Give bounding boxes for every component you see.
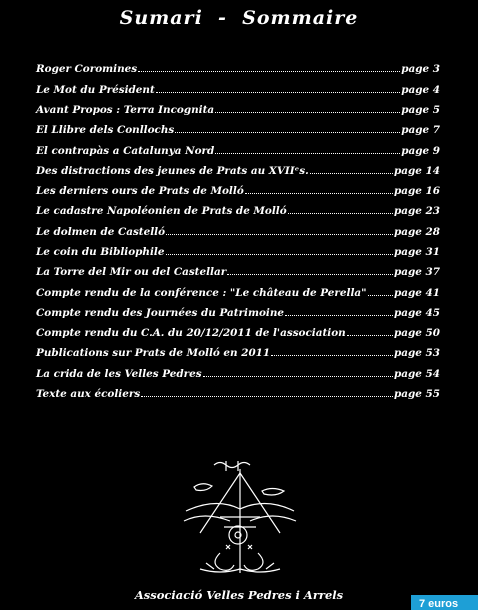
toc-entry <box>36 185 440 205</box>
toc-entry <box>36 307 440 327</box>
toc-entry-page: page 28 <box>394 225 440 238</box>
toc-entry <box>36 225 440 245</box>
toc-entry-title: Le cadastre Napoléonien de Prats de Molló <box>36 205 287 218</box>
toc-entry-page: page 55 <box>394 388 440 401</box>
toc-entry-title: Roger Coromines <box>36 63 138 76</box>
dot-leader <box>347 327 393 336</box>
toc-entry-title: Publications sur Prats de Molló en 2011 <box>36 347 271 360</box>
table-of-contents <box>36 63 440 408</box>
toc-entry-title: Avant Propos : Terra Incognita <box>36 103 215 116</box>
toc-entry <box>36 205 440 225</box>
price-badge: 7 euros <box>411 595 478 610</box>
toc-entry-title: Le coin du Bibliophile <box>36 245 165 258</box>
toc-entry-page: page 4 <box>401 83 440 96</box>
dot-leader <box>166 225 393 234</box>
toc-entry <box>36 144 440 164</box>
toc-entry-page: page 50 <box>394 327 440 340</box>
toc-entry <box>36 367 440 387</box>
toc-entry-title: La Torre del Mir ou del Castellar <box>36 266 227 279</box>
page-title: Sumari - Sommaire <box>119 7 359 29</box>
toc-entry-page: page 5 <box>401 103 440 116</box>
toc-entry-title: Compte rendu du C.A. du 20/12/2011 de l'association <box>36 327 346 340</box>
dot-leader <box>288 205 393 214</box>
toc-entry <box>36 164 440 184</box>
dot-leader <box>141 388 393 397</box>
toc-entry <box>36 347 440 367</box>
association-emblem-icon <box>180 455 300 577</box>
toc-entry-page: page 14 <box>394 164 440 177</box>
toc-entry-title: Le dolmen de Castelló <box>36 225 166 238</box>
toc-entry <box>36 327 440 347</box>
toc-entry <box>36 104 440 124</box>
dot-leader <box>166 246 394 255</box>
dot-leader <box>138 63 400 72</box>
toc-entry-page: page 3 <box>401 63 440 76</box>
dot-leader <box>175 124 400 133</box>
dot-leader <box>285 307 393 316</box>
toc-entry-title: Le Mot du Président <box>36 83 155 96</box>
toc-entry-title: Les derniers ours de Prats de Molló <box>36 185 244 198</box>
dot-leader <box>215 144 400 153</box>
toc-entry <box>36 388 440 408</box>
toc-entry-page: page 23 <box>394 205 440 218</box>
toc-entry-title: Compte rendu des Journées du Patrimoine <box>36 306 284 319</box>
dot-leader <box>368 286 394 295</box>
toc-entry-title: El Llibre dels Conllochs <box>36 124 175 137</box>
dot-leader <box>310 164 393 173</box>
dot-leader <box>227 266 393 275</box>
toc-entry-page: page 53 <box>394 347 440 360</box>
toc-entry <box>36 63 440 83</box>
dot-leader <box>156 83 401 92</box>
toc-entry-page: page 37 <box>394 266 440 279</box>
toc-entry-page: page 16 <box>394 185 440 198</box>
toc-entry-page: page 54 <box>394 367 440 380</box>
toc-entry-page: page 45 <box>394 306 440 319</box>
toc-entry-page: page 9 <box>401 144 440 157</box>
toc-entry <box>36 124 440 144</box>
dot-leader <box>203 367 393 376</box>
dot-leader <box>271 347 393 356</box>
toc-entry-title: El contrapàs a Catalunya Nord <box>36 144 215 157</box>
toc-entry-title: La crida de les Velles Pedres <box>36 367 202 380</box>
dot-leader <box>245 185 393 194</box>
footer-association-name: Associació Velles Pedres i Arrels <box>134 588 344 602</box>
toc-entry <box>36 246 440 266</box>
toc-entry <box>36 266 440 286</box>
toc-entry-page: page 7 <box>401 124 440 137</box>
dot-leader <box>215 104 400 113</box>
toc-entry-page: page 31 <box>394 245 440 258</box>
toc-entry-title: Texte aux écoliers <box>36 388 141 401</box>
toc-entry-title: Des distractions des jeunes de Prats au XVIIᵉs. <box>36 164 309 177</box>
toc-entry-page: page 41 <box>394 286 440 299</box>
toc-entry-title: Compte rendu de la conférence : "Le château de Perella" <box>36 286 367 299</box>
toc-entry <box>36 83 440 103</box>
toc-entry <box>36 286 440 306</box>
